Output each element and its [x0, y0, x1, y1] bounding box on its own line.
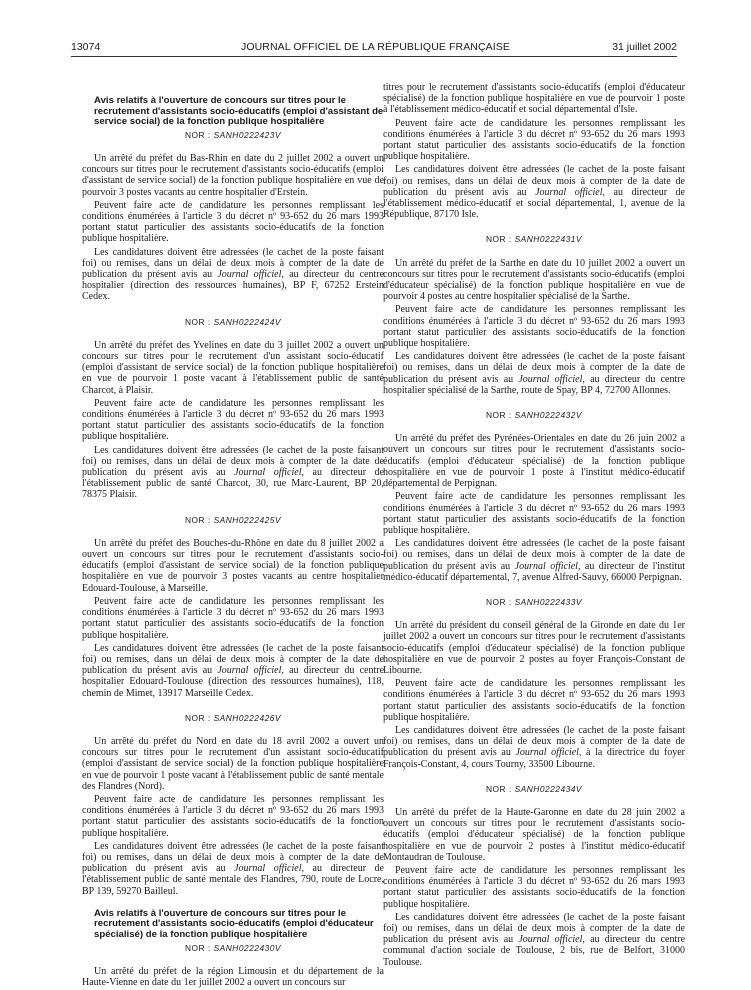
nor-code: SANH0222433V — [514, 596, 583, 607]
notice-paragraph: Un arrêté du préfet de la Sarthe en date du 10 juillet 2002 a ouvert un concours sur titres pour le recrutement d'assistants socio-éducatifs (emploi d'éducateur spécialisé) de la fonction publique hospitalière en vue de pourvoir 4 postes au centre hospitalier spécialisé de la Sarthe. — [383, 257, 685, 303]
section-title: Avis relatifs à l'ouverture de concours sur titres pour le recrutement d'assistants socio-éducatifs (emploi d'éducateur spécialisé) de la fonction publique hospitalière — [94, 907, 374, 940]
notice-paragraph: Peuvent faire acte de candidature les personnes remplissant les conditions énumérées à l'article 3 du décret nº 93-652 du 26 mars 1993 portant statut particulier des assistants socio-éducatifs de la fonction publique hospitalière. — [82, 793, 384, 839]
nor-reference — [82, 713, 384, 724]
nor-code: SANH0222424V — [213, 316, 282, 327]
text-span: Les candidatures doivent être adressées (le cachet de la poste faisant foi) ou remises, dans un délai de deux mois à compter de la date de publication du présent avis au — [383, 351, 685, 385]
header-rule — [71, 56, 677, 57]
text-span: Les candidatures doivent être adressées (le cachet de la poste faisant foi) ou remises, dans un délai de deux mois à compter de la date de publication du présent avis au — [82, 246, 384, 281]
text-span: au directeur du centre hospitalier (direction des ressources humaines), BP F, 67252 Erstein Cedex. — [82, 269, 385, 303]
nor-code: SANH0222431V — [514, 234, 583, 245]
text-span: au directeur de l'établissement public de santé Charcot, 30, rue Marc-Laurent, BP 20, 78375 Plaisir. — [82, 467, 384, 501]
notice-paragraph — [383, 538, 685, 583]
notice-paragraph — [82, 841, 384, 897]
nor-label: NOR : — [485, 783, 512, 794]
notice-paragraph: Peuvent faire acte de candidature les personnes remplissant les conditions énumérées à l'article 3 du décret nº 93-652 du 26 mars 1993 portant statut particulier des assistants socio-éducatifs de la fonction publique hospitalière. — [383, 491, 685, 536]
nor-code: SANH0222423V — [213, 129, 282, 140]
nor-reference — [383, 784, 685, 795]
notice-paragraph: Un arrêté du préfet du Bas-Rhin en date du 2 juillet 2002 a ouvert un concours sur titres pour le recrutement d'assistants socio-éducatifs (emploi d'assistant de service social) de la fonction publique hospitalière en vue de pourvoir 3 postes vacants au centre hospitalier d'Erstein. — [82, 152, 384, 198]
notice-paragraph: Un arrêté du préfet des Yvelines en date du 3 juillet 2002 a ouvert un concours sur titres pour le recrutement d'un assistant socio-éducatif (emploi d'assistant de service social) de la fonction publique hospitalière en vue de pourvoir 1 poste vacant à l'établissement public de santé Charcot, à Plaisir. — [82, 339, 384, 396]
notice-paragraph — [82, 445, 384, 501]
notice-paragraph: Un arrêté du préfet du Nord en date du 18 avril 2002 a ouvert un concours sur titres pour le recrutement d'un assistant socio-éducatif (emploi d'assistant de service social) de la fonction publique hospitalière en vue de pourvoir 1 poste vacant à l'établissement public de santé mentale des Flandres (Nord). — [82, 735, 384, 792]
nor-label: NOR : — [485, 234, 512, 245]
notice-paragraph: Peuvent faire acte de candidature les personnes remplissant les conditions énumérées à l'article 3 du décret nº 93-652 du 26 mars 1993 portant statut particulier des assistants socio-éducatifs de la fonction publique hospitalière. — [383, 304, 685, 350]
nor-reference — [82, 515, 384, 526]
nor-code: SANH0222425V — [213, 514, 282, 525]
notice-paragraph — [383, 912, 685, 968]
notice-paragraph: Un arrêté du préfet des Pyrénées-Orientales en date du 26 juin 2002 a ouvert un concours sur titres pour le recrutement d'assistants socio-éducatifs (emploi d'éducateur spécialisé) de la fonction publique hospitalière en vue de pourvoir 1 poste à l'institut médico-éducatif départemental de Perpignan. — [383, 433, 685, 490]
journal-reference: Journal officiel, — [217, 269, 284, 281]
text-span: Les candidatures doivent être adressées (le cachet de la poste faisant foi) ou remises, dans un délai de deux mois à compter de la date de publication du présent avis au — [383, 911, 685, 946]
notice-paragraph: Un arrêté du président du conseil général de la Gironde en date du 1er juillet 2002 a ouvert un concours sur titres pour le recrutement d'assistants socio-éducatifs (emploi d'éducateur spécialisé) de la fonction publique hospitalière en vue de pourvoir 2 postes au foyer François-Constant de Libourne. — [383, 620, 685, 676]
text-span: au directeur de l'établissement public de santé mentale des Flandres, 790, route de Locre, BP 139, 59270 Bailleul. — [82, 863, 384, 897]
page-number: 13074 — [71, 41, 101, 53]
notice-paragraph: Peuvent faire acte de candidature les personnes remplissant les conditions énumérées à l'article 3 du décret nº 93-652 du 26 mars 1993 portant statut particulier des assistants socio-éducatifs de la fonction publique hospitalière. — [383, 117, 685, 163]
notice-paragraph: Un arrêté du préfet de la Haute-Garonne en date du 28 juin 2002 a ouvert un concours sur titres pour le recrutement d'assistants socio-éducatifs (emploi d'éducateur spécialisé) de la fonction publique hospitalière en vue de pourvoir 2 postes à l'institut médico-éducatif Montaudran de Toulouse. — [383, 806, 685, 863]
nor-code: SANH0222430V — [213, 942, 282, 953]
right-column — [383, 82, 685, 970]
nor-label: NOR : — [184, 712, 211, 723]
nor-label: NOR : — [485, 410, 512, 421]
notice-paragraph — [82, 643, 384, 699]
text-span: Les candidatures doivent être adressées (le cachet de la poste faisant foi) ou remises, dans un délai de deux mois à compter de la date de publication du présent avis au — [82, 444, 384, 479]
journal-reference: Journal officiel, — [518, 373, 585, 385]
text-span: à la directrice du foyer François-Constant, 4, cours Tourny, 33500 Libourne. — [383, 747, 685, 770]
nor-code: SANH0222434V — [514, 783, 583, 794]
notice-paragraph: Un arrêté du préfet des Bouches-du-Rhône en date du 8 juillet 2002 a ouvert un concours sur titres pour le recrutement d'assistants socio-éducatifs (emploi d'assistant de service social) de la fonction publique hospitalière en vue de pourvoir 3 postes vacants au centre hospitalier Edouard-Toulouse, à Marseille. — [82, 537, 384, 594]
text-span: Les candidatures doivent être adressées (le cachet de la poste faisant foi) ou remises, dans un délai de deux mois à compter de la date de publication du présent avis au — [383, 538, 685, 572]
publication-date: 31 juillet 2002 — [612, 41, 677, 53]
section-title: Avis relatifs à l'ouverture de concours sur titres pour le recrutement d'assistants socio-éducatifs (emploi d'assistant de service social) de la fonction publique hospitalière — [94, 95, 384, 128]
notice-paragraph: titres pour le recrutement d'assistants socio-éducatifs (emploi d'éducateur spécialisé) de la fonction publique hospitalière en vue de pourvoir 1 poste à l'établissement médico-éducatif et social départemental d'Isle. — [383, 82, 685, 116]
notice-paragraph: Peuvent faire acte de candidature les personnes remplissant les conditions énumérées à l'article 3 du décret nº 93-652 du 26 mars 1993 portant statut particulier des assistants socio-éducatifs de la fonction publique hospitalière. — [383, 864, 685, 910]
journal-reference: Journal officiel, — [518, 934, 585, 946]
text-span: au directeur de l'institut médico-éducatif départemental, 7, avenue Alfred-Sauvy, 66000 Perpignan. — [383, 560, 686, 583]
nor-code: SANH0222426V — [213, 712, 282, 723]
nor-reference — [82, 943, 384, 954]
text-span: Les candidatures doivent être adressées (le cachet de la poste faisant foi) ou remises, dans un délai de deux mois à compter de la date de publication du présent avis au — [82, 642, 384, 677]
notice-paragraph — [383, 725, 685, 770]
text-span: au directeur du centre communal d'action sociale de Toulouse, 2 bis, rue de Belfort, 31000 Toulouse. — [383, 934, 686, 968]
notice-paragraph: Peuvent faire acte de candidature les personnes remplissant les conditions énumérées à l'article 3 du décret nº 93-652 du 26 mars 1993 portant statut particulier des assistants socio-éducatifs de la fonction publique hospitalière. — [82, 595, 384, 641]
journal-reference: Journal officiel, — [515, 747, 582, 759]
notice-paragraph: Peuvent faire acte de candidature les personnes remplissant les conditions énumérées à l'article 3 du décret nº 93-652 du 26 mars 1993 portant statut particulier des assistants socio-éducatifs de la fonction publique hospitalière. — [82, 397, 384, 443]
journal-reference: Journal officiel, — [234, 467, 304, 479]
nor-reference — [82, 130, 384, 141]
notice-paragraph: Peuvent faire acte de candidature les personnes remplissant les conditions énumérées à l'article 3 du décret nº 93-652 du 26 mars 1993 portant statut particulier des assistants socio-éducatifs de la fonction publique hospitalière. — [383, 678, 685, 723]
text-span: au directeur de l'établissement médico-éducatif et social départemental, 1, avenue de la République, 87170 Isle. — [383, 186, 685, 221]
text-span: Les candidatures doivent être adressées (le cachet de la poste faisant foi) ou remises, dans un délai de deux mois à compter de la date de publication du présent avis au — [82, 840, 384, 875]
nor-reference — [383, 234, 685, 245]
journal-reference: Journal officiel, — [535, 186, 605, 198]
text-span: Les candidatures doivent être adressées (le cachet de la poste faisant foi) ou remises, dans un délai de deux mois à compter de la date de publication du présent avis au — [383, 164, 685, 198]
notice-paragraph: Un arrêté du préfet de la région Limousin et du département de la Haute-Vienne en date du 1er juillet 2002 a ouvert un concours sur — [82, 965, 384, 988]
notice-paragraph — [383, 351, 685, 396]
text-span: au directeur du centre hospitalier Edouard-Toulouse (direction des ressources humaines), 118, chemin de Mimet, 13917 Marseille Cedex. — [82, 665, 385, 699]
text-span: au directeur du centre hospitalier spécialisé de la Sarthe, route de Spay, BP 4, 72700 Allonnes. — [383, 373, 686, 396]
nor-label: NOR : — [485, 596, 512, 607]
page-header — [0, 0, 751, 56]
nor-label: NOR : — [184, 942, 211, 953]
nor-reference — [383, 410, 685, 421]
nor-code: SANH0222432V — [514, 410, 583, 421]
notice-paragraph: Peuvent faire acte de candidature les personnes remplissant les conditions énumérées à l'article 3 du décret nº 93-652 du 26 mars 1993 portant statut particulier des assistants socio-éducatifs de la fonction publique hospitalière. — [82, 199, 384, 245]
notice-paragraph — [82, 247, 384, 303]
left-column — [82, 84, 384, 990]
nor-label: NOR : — [184, 129, 211, 140]
nor-reference — [383, 597, 685, 608]
journal-reference: Journal officiel, — [514, 560, 581, 572]
text-span: Les candidatures doivent être adressées (le cachet de la poste faisant foi) ou remises, dans un délai de deux mois à compter de la date de publication du présent avis au — [383, 724, 685, 759]
journal-reference: Journal officiel, — [217, 665, 284, 677]
notice-paragraph — [383, 164, 685, 220]
nor-label: NOR : — [184, 514, 211, 525]
nor-label: NOR : — [184, 316, 211, 327]
journal-reference: Journal officiel, — [234, 863, 304, 875]
journal-title: JOURNAL OFFICIEL DE LA RÉPUBLIQUE FRANÇAISE — [241, 41, 510, 53]
nor-reference — [82, 317, 384, 328]
